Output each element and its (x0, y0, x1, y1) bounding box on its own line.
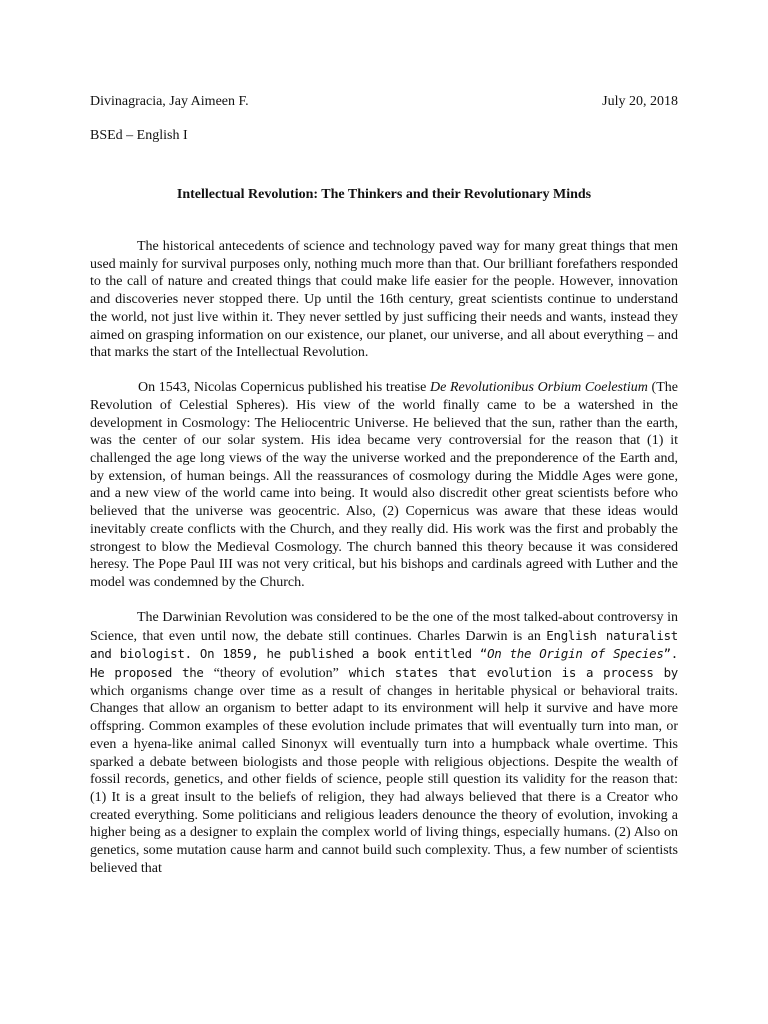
paragraph-3-alt-font-text-3: which states that evolution is a process by (338, 665, 679, 681)
essay-title: Intellectual Revolution: The Thinkers and their Revolutionary Minds (176, 187, 592, 202)
quoted-theory-phrase: “theory of evolution” (213, 666, 339, 682)
paragraph-2-rest: (The Revolution of Celestial Spheres). His view of the world finally came to be a watershed in the development in Cosmology: The Heliocentric Universe. He believed that the sun, rather than the earth, was the center of our solar system. His idea became very controversial for the reason that (1) it challenged the age long views of the way the universe worked and the preponderence of the Earth and, by extension, of human beings. All the reassurances of cosmology during the Middle Ages were gone, and a new view of the world came into being. It would also discredit other great scientists before who believed that the universe was geocentric. Also, (2) Copernicus was aware that these ideas would inevitably create conflicts with the Church, and they really did. His work was the first and probably the strongest to blow the Medieval Cosmology. The church banned this theory because it was considered heresy. The Pope Paul III was not very critical, but his bishops and cardinals agreed with Luther and the model was condemned by the Church. (90, 380, 678, 590)
essay-body (90, 238, 678, 878)
paragraph-3-rest: which organisms change over time as a result of changes in heritable physical or behavioral traits. Changes that allow an organism to better adapt to its environment will help it survive and have more offspring. Common examples of these evolution include primates that will eventually turn into man, or even a hyena-like animal called Sinonyx will eventually turn into a humpback whale overtime. This sparked a debate between biologists and those people with religious objections. Despite the wealth of fossil records, genetics, and other fields of science, people still question its validity for the reason that: (1) It is a great insult to the beliefs of religion, they had always believed that there is a Creator who created everything. Some politicians and religious leaders denounce the theory of evolution, invoking a higher being as a designer to explain the complex world of living things, especially humans. (2) Also on genetics, some mutation cause harm and cannot build such complexity. Thus, a few number of scientists believed that (90, 683, 678, 876)
paragraph-2 (90, 379, 678, 591)
paragraph-3 (90, 609, 678, 878)
paragraph-1: The historical antecedents of science and technology paved way for many great things that men used mainly for survival purposes only, nothing much more than that. Our brilliant forefathers responded to the call of nature and created things that could make life easier for the people. However, innovation and discoveries never stopped there. Up until the 16th century, great scientists continue to understand the world, not just live within it. They never settled by just sufficing their needs and wants, instead they aimed on grasping information on our existence, our planet, our universe, and all about everything – and that marks the start of the Intellectual Revolution. (90, 239, 678, 361)
book-title: On the Origin of Species (487, 646, 664, 662)
author-name: Divinagracia, Jay Aimeen F. (90, 94, 249, 109)
paragraph-3-alt-font-text: English naturalist and biologist. On 1859, he published a book entitled “ (90, 627, 678, 662)
treatise-title: De Revolutionibus Orbium Coelestium (430, 380, 648, 396)
paragraph-3-alt-font-text-2: He proposed the (90, 665, 214, 681)
course-label: BSEd – English I (90, 128, 188, 143)
author-date-line (90, 93, 678, 111)
paragraph-2-lead: On 1543, Nicolas Copernicus published his treatise (138, 380, 431, 396)
book-title-close-quote: ”. (663, 646, 678, 662)
paragraph-3-lead: The Darwinian Revolution was considered to be the one of the most talked-about controversy in Science, that even until now, the debate still continues. Charles Darwin is an (90, 609, 678, 644)
essay-date: July 20, 2018 (602, 94, 678, 109)
